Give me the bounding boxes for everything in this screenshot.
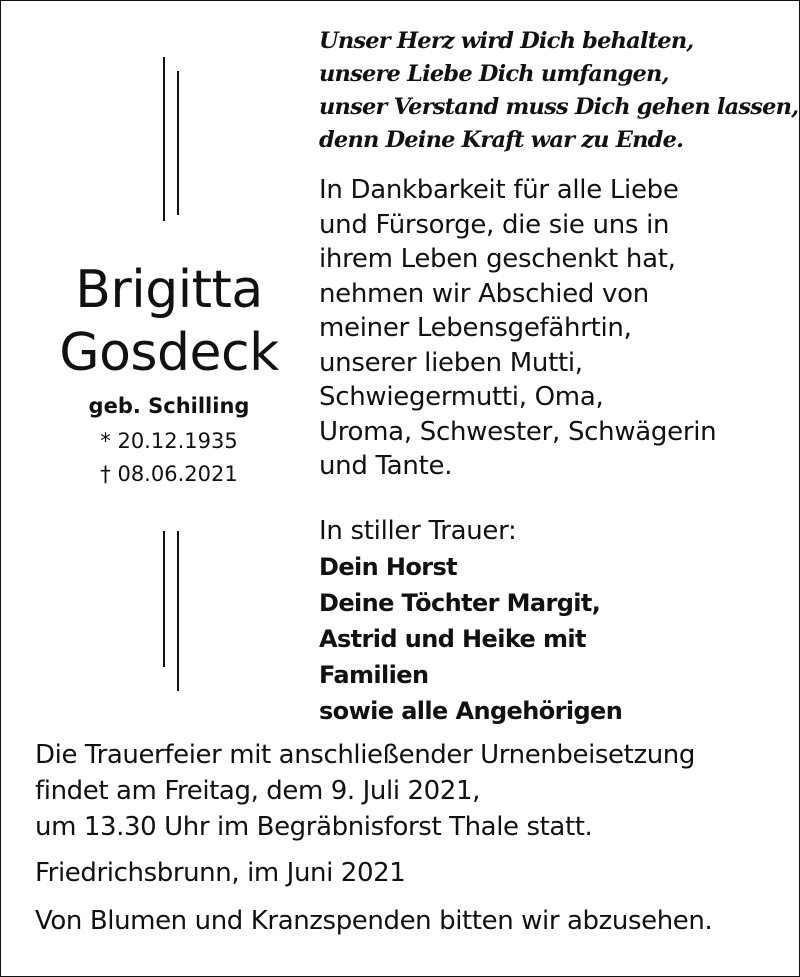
dates <box>31 425 307 491</box>
thanks-line: unserer lieben Mutti, <box>319 347 583 378</box>
thanks-line: nehmen wir Abschied von <box>319 278 649 309</box>
death-date: † 08.06.2021 <box>100 462 238 486</box>
vertical-rule <box>163 531 165 667</box>
mourner-line: Astrid und Heike mit <box>319 625 586 653</box>
place-date: Friedrichsbrunn, im Juni 2021 <box>35 858 406 888</box>
mourning-intro: In stiller Trauer: <box>319 516 517 546</box>
mourner-line: Deine Töchter Margit, <box>319 589 601 617</box>
funeral-info <box>35 737 712 939</box>
funeral-line: um 13.30 Uhr im Begräbnisforst Thale statt. <box>35 812 593 842</box>
birth-date: * 20.12.1935 <box>100 429 238 453</box>
thanks-line: und Tante. <box>319 451 453 481</box>
vertical-rule <box>177 71 179 215</box>
thanks-line: ihrem Leben geschenkt hat, <box>319 244 676 274</box>
decorative-lines-top <box>163 57 179 221</box>
vertical-rule <box>177 531 179 691</box>
thanks-text <box>319 173 716 484</box>
funeral-line: findet am Freitag, dem 9. Juli 2021, <box>35 776 480 806</box>
flower-request: Von Blumen und Kranzspenden bitten wir abzusehen. <box>35 906 713 936</box>
decorative-lines-bottom <box>163 531 179 691</box>
mourners <box>319 513 622 729</box>
funeral-line: Die Trauerfeier mit anschließender Urnenbeisetzung <box>35 740 695 770</box>
vertical-rule <box>163 57 165 221</box>
maiden-name: geb. Schilling <box>88 394 250 418</box>
thanks-line: In Dankbarkeit für alle Liebe <box>319 175 679 205</box>
deceased-block <box>31 259 307 491</box>
thanks-line: Uroma, Schwester, Schwägerin <box>319 416 717 447</box>
last-name: Gosdeck <box>59 323 279 383</box>
poem-line: unsere Liebe Dich umfangen, <box>319 61 669 87</box>
thanks-line: und Fürsorge, die sie uns in <box>319 209 670 240</box>
mourner-line: Dein Horst <box>319 553 458 581</box>
poem <box>319 25 798 157</box>
poem-line: denn Deine Kraft war zu Ende. <box>319 127 684 153</box>
mourner-line: sowie alle Angehörigen <box>319 697 623 725</box>
mourner-line: Familien <box>319 661 429 689</box>
thanks-line: Schwiegermutti, Oma, <box>319 382 604 412</box>
poem-line: Unser Herz wird Dich behalten, <box>319 28 694 54</box>
poem-line: unser Verstand muss Dich gehen lassen, <box>319 94 799 120</box>
first-name: Brigitta <box>75 260 263 320</box>
thanks-line: meiner Lebensgefährtin, <box>319 313 632 343</box>
